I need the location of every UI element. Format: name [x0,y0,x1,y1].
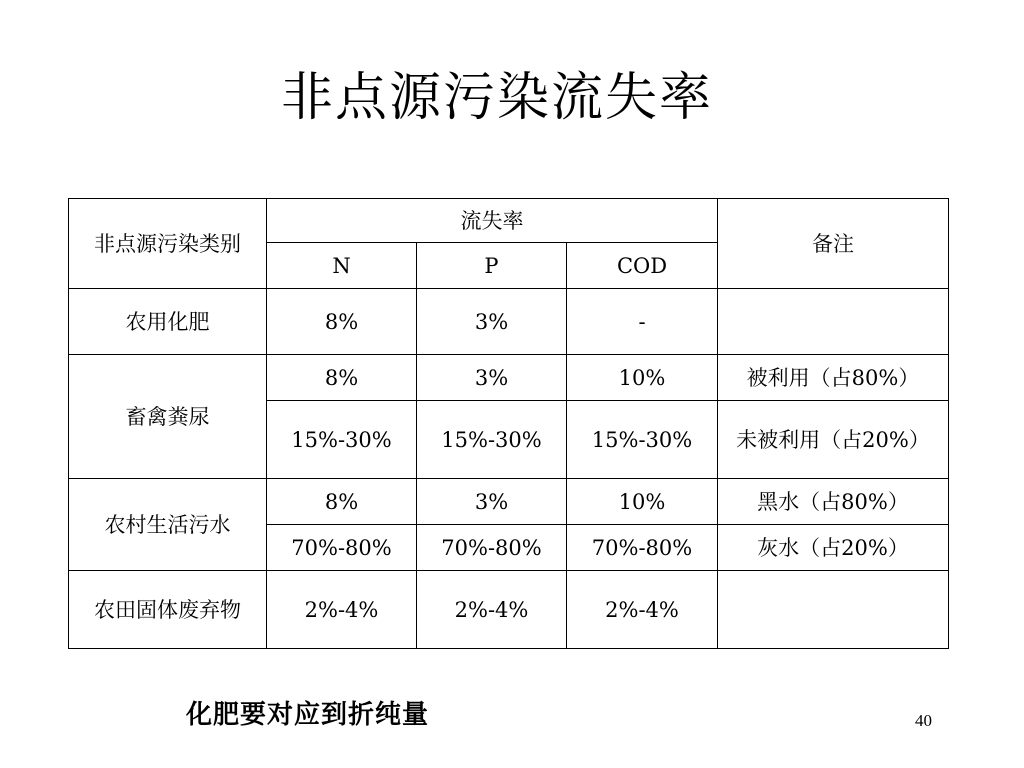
header-n: N [267,243,417,289]
table-row [69,571,949,649]
cod-cell: - [567,289,718,355]
category-cell: 农田固体废弃物 [69,571,267,649]
n-cell: 8% [267,479,417,525]
footnote: 化肥要对应到折纯量 [186,700,430,730]
remark-cell: 灰水（占20%） [718,525,949,571]
cod-cell: 15%-30% [567,401,718,479]
table-row [69,355,949,401]
header-loss-rate: 流失率 [267,199,718,243]
p-cell: 3% [417,355,567,401]
cod-cell: 70%-80% [567,525,718,571]
table-header-row [69,199,949,243]
remark-cell: 被利用（占80%） [718,355,949,401]
remark-cell: 未被利用（占20%） [718,401,949,479]
remark-cell: 黑水（占80%） [718,479,949,525]
p-cell: 2%-4% [417,571,567,649]
p-cell: 70%-80% [417,525,567,571]
n-cell: 8% [267,289,417,355]
cod-cell: 10% [567,355,718,401]
remark-cell [718,289,949,355]
category-cell: 农村生活污水 [69,479,267,571]
table-row [69,289,949,355]
n-cell: 8% [267,355,417,401]
table-row [69,479,949,525]
header-cod: COD [567,243,718,289]
page-number: 40 [915,711,932,730]
p-cell: 3% [417,289,567,355]
category-cell: 畜禽粪尿 [69,355,267,479]
n-cell: 15%-30% [267,401,417,479]
p-cell: 3% [417,479,567,525]
header-p: P [417,243,567,289]
slide-title: 非点源污染流失率 [280,68,713,128]
cod-cell: 2%-4% [567,571,718,649]
header-remark: 备注 [718,199,949,289]
remark-cell [718,571,949,649]
p-cell: 15%-30% [417,401,567,479]
n-cell: 70%-80% [267,525,417,571]
header-category: 非点源污染类别 [69,199,267,289]
loss-rate-table [68,198,949,649]
n-cell: 2%-4% [267,571,417,649]
category-cell: 农用化肥 [69,289,267,355]
cod-cell: 10% [567,479,718,525]
